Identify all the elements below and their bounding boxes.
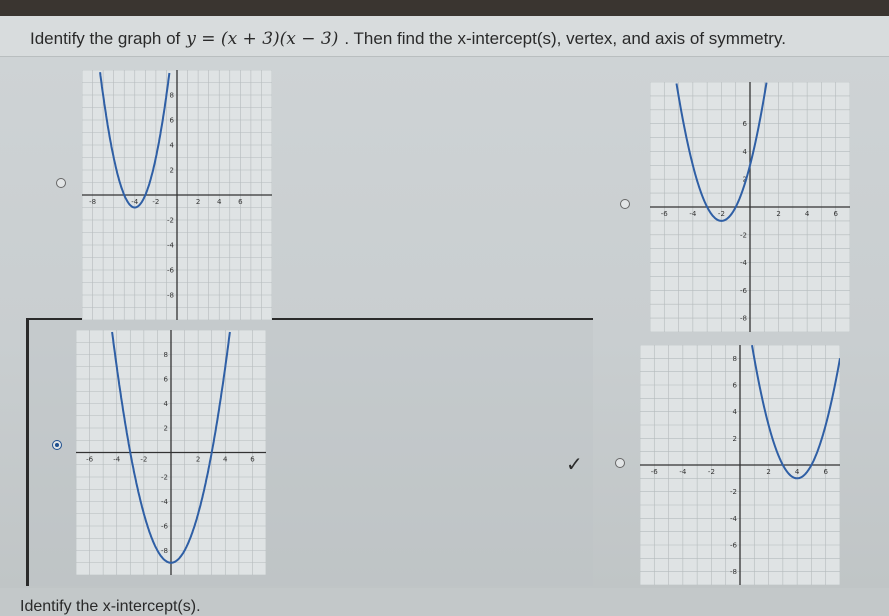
answer-area (0, 588, 889, 616)
question-panel (0, 16, 889, 57)
x-intercepts-prompt: Identify the x-intercept(s). (20, 598, 201, 615)
y-tick-label: -8 (730, 568, 737, 577)
graph-option-d[interactable] (640, 345, 840, 585)
y-tick-label: 6 (169, 116, 174, 125)
y-tick-label: -8 (167, 291, 174, 300)
y-tick-label: 4 (163, 400, 168, 408)
x-tick-label: -4 (113, 455, 121, 464)
y-tick-label: -2 (740, 231, 747, 240)
x-tick-label: 2 (776, 210, 781, 218)
x-tick-label: -6 (650, 468, 658, 476)
x-tick-label: -2 (717, 210, 725, 218)
x-tick-label: -4 (689, 210, 697, 218)
y-tick-label: 6 (732, 381, 737, 390)
y-tick-label: -4 (730, 514, 737, 523)
x-tick-label: -4 (679, 468, 687, 476)
radio-option-a[interactable] (56, 178, 66, 188)
top-bar (0, 0, 889, 16)
graph-d-svg (640, 345, 840, 585)
x-tick-label: -4 (131, 198, 139, 206)
graph-option-a[interactable] (82, 70, 272, 320)
x-tick-label: -8 (89, 198, 97, 206)
x-tick-label: -6 (86, 455, 94, 464)
radio-option-b[interactable] (620, 199, 630, 209)
y-tick-label: 2 (163, 424, 168, 433)
y-tick-label: -6 (161, 522, 168, 531)
y-tick-label: -6 (730, 541, 737, 550)
question-text (30, 29, 786, 49)
x-tick-label: 2 (766, 468, 771, 476)
y-tick-label: -2 (167, 216, 174, 225)
y-tick-label: -6 (167, 266, 174, 275)
graph-c-svg (76, 330, 266, 575)
question-equation: y = (x + 3)(x − 3) (186, 29, 339, 49)
y-tick-label: -6 (740, 286, 747, 295)
y-tick-label: 4 (742, 147, 747, 156)
graph-a-svg (82, 70, 272, 320)
x-tick-label: 4 (223, 455, 228, 464)
x-tick-label: 2 (195, 198, 201, 206)
x-tick-label: 4 (216, 198, 222, 206)
x-tick-label: 4 (804, 210, 810, 218)
y-tick-label: 6 (163, 375, 168, 384)
y-tick-label: -4 (161, 498, 168, 506)
x-tick-label: 6 (250, 455, 255, 464)
y-tick-label: 2 (169, 166, 174, 175)
x-tick-label: 6 (823, 468, 828, 476)
x-tick-label: 4 (794, 468, 800, 476)
y-tick-label: 4 (732, 408, 737, 417)
y-tick-label: 2 (742, 175, 747, 184)
question-prefix: Identify the graph of (30, 29, 181, 48)
y-tick-label: -8 (161, 547, 168, 555)
x-tick-label: 2 (195, 455, 201, 464)
check-icon: ✓ (566, 452, 583, 476)
graph-b-svg (650, 82, 850, 332)
x-tick-label: 6 (833, 210, 838, 218)
x-tick-label: -2 (140, 455, 148, 464)
graph-option-c[interactable] (76, 330, 266, 575)
y-tick-label: 6 (742, 120, 747, 129)
y-tick-label: -2 (730, 488, 737, 497)
y-tick-label: -2 (161, 473, 168, 482)
y-tick-label: 8 (169, 91, 174, 100)
y-tick-label: -4 (167, 241, 174, 250)
x-tick-label: 6 (238, 198, 243, 206)
y-tick-label: -8 (740, 314, 747, 323)
graph-option-b[interactable] (650, 82, 850, 332)
y-tick-label: 8 (163, 351, 168, 359)
radio-option-c[interactable] (52, 440, 62, 450)
x-tick-label: -6 (660, 210, 668, 218)
y-tick-label: 8 (732, 354, 737, 363)
y-tick-label: 4 (169, 141, 174, 150)
radio-option-d[interactable] (615, 458, 625, 468)
x-tick-label: -2 (707, 468, 715, 476)
x-tick-label: -2 (152, 198, 160, 206)
y-tick-label: 2 (732, 434, 737, 443)
y-tick-label: -4 (740, 259, 747, 268)
question-suffix: . Then find the x-intercept(s), vertex, and axis of symmetry. (344, 29, 786, 48)
